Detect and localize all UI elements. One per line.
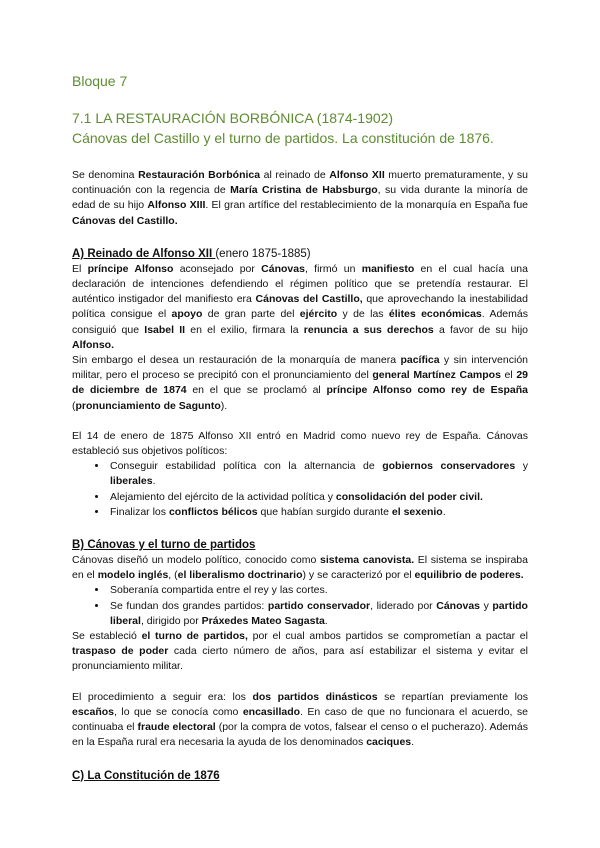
text-run: Finalizar los bbox=[110, 505, 169, 518]
text-run: . bbox=[411, 736, 415, 749]
bold-run: Alfonso XII bbox=[329, 169, 385, 181]
text-run: muerto prematuramente, y su continuación con la regencia de bbox=[72, 169, 528, 197]
list-item bbox=[108, 583, 528, 598]
text-run: y bbox=[515, 460, 529, 473]
chapter-subtitle: Cánovas del Castillo y el turno de partidos. La constitución de 1876. bbox=[72, 130, 494, 146]
section-b-heading bbox=[72, 537, 528, 553]
text-run: en el que se proclamó al bbox=[186, 384, 327, 397]
section-c-heading bbox=[72, 768, 528, 784]
text-run: se repartían previamente los bbox=[377, 690, 528, 703]
features-list bbox=[72, 583, 528, 629]
text-run: en el exilio, firmara la bbox=[185, 323, 304, 336]
bold-run: Cánovas bbox=[261, 262, 305, 275]
text-run: El sistema se inspiraba en el bbox=[72, 554, 528, 582]
text-run: ) y se caracterizó por el bbox=[302, 569, 415, 582]
bold-run: sistema canovista. bbox=[320, 554, 415, 567]
section-a-paragraph-1 bbox=[72, 262, 528, 353]
text-run: de gran parte del bbox=[202, 308, 300, 321]
text-run: en el cual hacía una declaración de intenciones defendiendo el régimen político que se pretendía restaurar. El auténtico instigador del manifiesto era bbox=[72, 262, 528, 306]
text-run: , su vida durante la minoría de edad de su hijo bbox=[72, 184, 528, 212]
bold-run: Práxedes Mateo Sagasta bbox=[201, 614, 325, 627]
bold-run: escaños bbox=[72, 705, 115, 718]
text-run: el bbox=[500, 369, 517, 382]
bold-run: modelo inglés bbox=[97, 569, 169, 582]
text-run: ). bbox=[220, 399, 228, 412]
bold-run: el sexenio bbox=[391, 505, 443, 518]
text-run: Cánovas diseñó un modelo político, conocido como bbox=[72, 554, 321, 567]
text-run: al reinado de bbox=[260, 169, 330, 181]
bold-run: renuncia a sus derechos bbox=[303, 323, 434, 336]
text-run: y sin intervención militar, pero el proceso se precipitó con el pronunciamiento del bbox=[72, 354, 528, 382]
section-b-paragraph-3 bbox=[72, 690, 528, 751]
text-run: Se fundan dos grandes partidos: bbox=[110, 599, 268, 612]
text-run: que habían surgido durante bbox=[257, 505, 392, 518]
objectives-list bbox=[72, 459, 528, 520]
section-a-heading bbox=[72, 246, 528, 262]
list-item bbox=[108, 505, 528, 520]
bold-run: consolidación del poder civil. bbox=[335, 490, 483, 503]
text-run: Se denomina bbox=[72, 169, 139, 181]
list-item bbox=[108, 599, 528, 629]
section-a-dates: (enero 1875-1885) bbox=[215, 247, 311, 260]
text-run: Alejamiento del ejército de la actividad política y bbox=[110, 490, 336, 503]
text-run: Soberanía compartida entre el rey y las cortes. bbox=[110, 584, 328, 597]
text-run: por el cual ambos partidos se comprometían a pactar el bbox=[247, 630, 528, 643]
bold-run: príncipe Alfonso como rey de España bbox=[326, 384, 528, 397]
bold-run: manifiesto bbox=[361, 262, 415, 275]
bold-run: caciques bbox=[366, 736, 412, 749]
bold-run: Alfonso XIII bbox=[147, 199, 206, 212]
text-run: . Además consiguió que bbox=[72, 308, 528, 336]
text-run: cada cierto número de años, para así estabilizar el sistema y evitar el pronunciamiento militar. bbox=[72, 645, 528, 673]
section-a-paragraph-2 bbox=[72, 353, 528, 414]
bold-run: príncipe Alfonso bbox=[87, 262, 174, 275]
text-run: , firmó un bbox=[304, 262, 362, 275]
bold-run: María Cristina de Habsburgo bbox=[230, 184, 378, 197]
list-item bbox=[108, 490, 528, 505]
chapter-title: 7.1 LA RESTAURACIÓN BORBÓNICA (1874-1902) bbox=[72, 110, 394, 126]
text-run: a favor de su hijo bbox=[433, 323, 529, 336]
text-run: . bbox=[442, 505, 446, 518]
bold-run: el liberalismo doctrinario bbox=[177, 569, 303, 582]
bold-run: Restauración Borbónica bbox=[138, 169, 261, 181]
text-run: El bbox=[72, 262, 88, 275]
bold-run: Isabel II bbox=[144, 323, 186, 336]
text-run: El procedimiento a seguir era: los bbox=[72, 690, 253, 703]
section-a-title: A) Reinado de Alfonso XII bbox=[72, 247, 216, 260]
text-run: . bbox=[152, 475, 156, 488]
text-run: y bbox=[480, 599, 493, 612]
bold-run: 29 de diciembre de 1874 bbox=[72, 369, 528, 397]
block-label: Bloque 7 bbox=[72, 73, 128, 89]
text-run: . En caso de que no funcionara el acuerdo, se continuaba el bbox=[72, 705, 529, 734]
bold-run: liberales bbox=[110, 475, 153, 488]
bold-run: ejército bbox=[299, 308, 338, 321]
bold-run: Cánovas bbox=[436, 599, 481, 612]
bold-run: encasillado bbox=[242, 705, 301, 718]
bold-run: Alfonso. bbox=[72, 338, 114, 351]
intro-paragraph bbox=[72, 168, 528, 229]
bold-run: apoyo bbox=[171, 308, 203, 321]
bold-run: Cánovas del Castillo, bbox=[255, 293, 363, 306]
text-run: Se estableció bbox=[72, 630, 142, 643]
bold-run: gobiernos conservadores bbox=[382, 460, 516, 473]
section-c-title: C) La Constitución de 1876 bbox=[72, 769, 220, 782]
section-b-title: B) Cánovas y el turno de partidos bbox=[72, 539, 256, 552]
text-run: ( bbox=[72, 399, 76, 412]
bold-run: dos partidos dinásticos bbox=[252, 690, 378, 703]
text-run: , lo que se conocía como bbox=[114, 705, 243, 718]
bold-run: Cánovas del Castillo. bbox=[72, 214, 178, 227]
text-run: y de las bbox=[337, 308, 389, 321]
text-run: Conseguir estabilidad política con la alternancia de bbox=[110, 460, 383, 473]
text-run: , liderado por bbox=[370, 599, 437, 612]
text-run: (por la compra de votos, falsear el censo o el pucherazo). Además en la España rural era necesaria la ayuda de los denominados bbox=[72, 721, 528, 749]
text-run: Sin embargo el desea un restauración de la monarquía de manera bbox=[72, 354, 401, 367]
section-a-paragraph-3: El 14 de enero de 1875 Alfonso XII entró en Madrid como nuevo rey de España. Cánovas estableció sus objetivos políticos: bbox=[72, 429, 528, 458]
bold-run: élites económicas bbox=[388, 308, 482, 321]
text-run: . bbox=[324, 614, 328, 627]
text-run: . El gran artífice del restablecimiento de la monarquía en España fue bbox=[205, 199, 529, 212]
text-run: aconsejado por bbox=[173, 262, 262, 275]
bold-run: partido conservador bbox=[267, 599, 371, 612]
bold-run: partido liberal bbox=[110, 599, 528, 627]
bold-run: traspaso de poder bbox=[72, 645, 169, 658]
bold-run: el turno de partidos, bbox=[141, 630, 248, 643]
text-run: , ( bbox=[168, 569, 178, 582]
bold-run: equilibrio de poderes. bbox=[414, 569, 524, 582]
bold-run: pronunciamiento de Sagunto bbox=[75, 399, 221, 412]
bold-run: fraude electoral bbox=[137, 721, 216, 734]
bold-run: general Martínez Campos bbox=[372, 369, 501, 382]
bold-run: conflictos bélicos bbox=[168, 505, 258, 518]
bold-run: pacífica bbox=[400, 354, 440, 367]
text-run: que aprovechando la inestabilidad política consigue el bbox=[72, 293, 528, 321]
section-b-paragraph-2 bbox=[72, 629, 528, 675]
list-item bbox=[108, 459, 528, 489]
text-run: , dirigido por bbox=[140, 614, 202, 627]
section-b-paragraph-1 bbox=[72, 553, 528, 583]
